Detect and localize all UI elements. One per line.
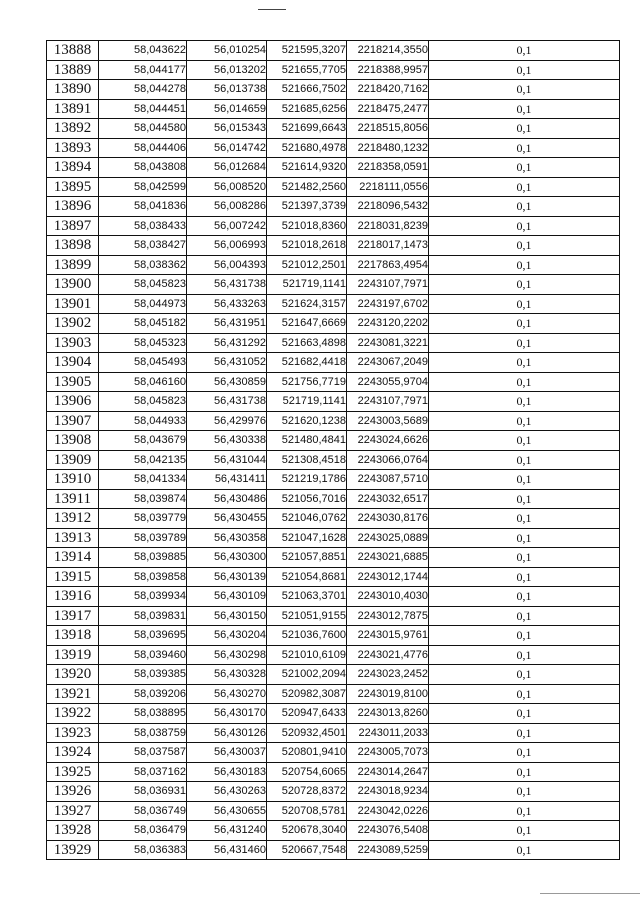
table-row [47,801,620,821]
table-row [47,216,620,236]
latitude-cell: 58,045823 [99,392,187,412]
top-rule [258,9,286,10]
value-cell: 0,1 [429,197,620,217]
longitude-cell: 56,429976 [187,411,267,431]
longitude-cell: 56,431411 [187,470,267,490]
table-row [47,177,620,197]
coordinates-table-page [46,40,620,860]
longitude-cell: 56,430328 [187,665,267,685]
longitude-cell: 56,430183 [187,762,267,782]
x-coordinate-cell: 521047,1628 [267,528,347,548]
longitude-cell: 56,430139 [187,567,267,587]
y-coordinate-cell: 2218111,0556 [347,177,429,197]
point-id: 13890 [47,80,99,100]
x-coordinate-cell: 521655,7705 [267,60,347,80]
value-cell: 0,1 [429,723,620,743]
table-row [47,723,620,743]
latitude-cell: 58,043679 [99,431,187,451]
y-coordinate-cell: 2243081,3221 [347,333,429,353]
table-row [47,567,620,587]
point-id: 13894 [47,158,99,178]
latitude-cell: 58,044278 [99,80,187,100]
point-id: 13895 [47,177,99,197]
latitude-cell: 58,039789 [99,528,187,548]
longitude-cell: 56,431460 [187,840,267,860]
value-cell: 0,1 [429,587,620,607]
table-row [47,411,620,431]
value-cell: 0,1 [429,821,620,841]
latitude-cell: 58,043808 [99,158,187,178]
longitude-cell: 56,013738 [187,80,267,100]
table-row [47,665,620,685]
x-coordinate-cell: 521219,1786 [267,470,347,490]
point-id: 13912 [47,509,99,529]
latitude-cell: 58,036749 [99,801,187,821]
x-coordinate-cell: 521056,7016 [267,489,347,509]
value-cell: 0,1 [429,645,620,665]
y-coordinate-cell: 2243120,2202 [347,314,429,334]
y-coordinate-cell: 2218515,8056 [347,119,429,139]
latitude-cell: 58,039206 [99,684,187,704]
value-cell: 0,1 [429,782,620,802]
y-coordinate-cell: 2218388,9957 [347,60,429,80]
table-row [47,489,620,509]
x-coordinate-cell: 520678,3040 [267,821,347,841]
latitude-cell: 58,046160 [99,372,187,392]
latitude-cell: 58,044406 [99,138,187,158]
longitude-cell: 56,004393 [187,255,267,275]
point-id: 13929 [47,840,99,860]
table-row [47,743,620,763]
point-id: 13903 [47,333,99,353]
x-coordinate-cell: 521620,1238 [267,411,347,431]
point-id: 13911 [47,489,99,509]
y-coordinate-cell: 2218358,0591 [347,158,429,178]
latitude-cell: 58,039885 [99,548,187,568]
point-id: 13907 [47,411,99,431]
x-coordinate-cell: 521397,3739 [267,197,347,217]
longitude-cell: 56,430170 [187,704,267,724]
value-cell: 0,1 [429,177,620,197]
table-row [47,255,620,275]
x-coordinate-cell: 521051,9155 [267,606,347,626]
point-id: 13922 [47,704,99,724]
table-row [47,372,620,392]
longitude-cell: 56,430037 [187,743,267,763]
x-coordinate-cell: 521046,0762 [267,509,347,529]
longitude-cell: 56,008286 [187,197,267,217]
point-id: 13892 [47,119,99,139]
point-id: 13917 [47,606,99,626]
point-id: 13916 [47,587,99,607]
latitude-cell: 58,044973 [99,294,187,314]
table-row [47,236,620,256]
point-id: 13906 [47,392,99,412]
value-cell: 0,1 [429,528,620,548]
table-row [47,158,620,178]
x-coordinate-cell: 520667,7548 [267,840,347,860]
y-coordinate-cell: 2218475,2477 [347,99,429,119]
y-coordinate-cell: 2218017,1473 [347,236,429,256]
point-id: 13926 [47,782,99,802]
latitude-cell: 58,037162 [99,762,187,782]
latitude-cell: 58,039831 [99,606,187,626]
table-row [47,197,620,217]
table-row [47,528,620,548]
longitude-cell: 56,015343 [187,119,267,139]
y-coordinate-cell: 2218480,1232 [347,138,429,158]
y-coordinate-cell: 2243107,7971 [347,275,429,295]
y-coordinate-cell: 2243003,5689 [347,411,429,431]
value-cell: 0,1 [429,743,620,763]
x-coordinate-cell: 521002,2094 [267,665,347,685]
longitude-cell: 56,430486 [187,489,267,509]
longitude-cell: 56,431240 [187,821,267,841]
value-cell: 0,1 [429,567,620,587]
table-row [47,80,620,100]
latitude-cell: 58,036931 [99,782,187,802]
value-cell: 0,1 [429,314,620,334]
longitude-cell: 56,433263 [187,294,267,314]
latitude-cell: 58,039858 [99,567,187,587]
point-id: 13918 [47,626,99,646]
y-coordinate-cell: 2243032,6517 [347,489,429,509]
point-id: 13921 [47,684,99,704]
y-coordinate-cell: 2243089,5259 [347,840,429,860]
x-coordinate-cell: 520801,9410 [267,743,347,763]
longitude-cell: 56,430263 [187,782,267,802]
value-cell: 0,1 [429,548,620,568]
value-cell: 0,1 [429,236,620,256]
longitude-cell: 56,431292 [187,333,267,353]
y-coordinate-cell: 2218031,8239 [347,216,429,236]
longitude-cell: 56,431044 [187,450,267,470]
point-id: 13896 [47,197,99,217]
x-coordinate-cell: 521063,3701 [267,587,347,607]
x-coordinate-cell: 521012,2501 [267,255,347,275]
x-coordinate-cell: 521719,1141 [267,275,347,295]
x-coordinate-cell: 520932,4501 [267,723,347,743]
latitude-cell: 58,039460 [99,645,187,665]
table-row [47,704,620,724]
longitude-cell: 56,430655 [187,801,267,821]
value-cell: 0,1 [429,450,620,470]
table-row [47,684,620,704]
table-row [47,119,620,139]
y-coordinate-cell: 2243018,9234 [347,782,429,802]
y-coordinate-cell: 2243011,2033 [347,723,429,743]
latitude-cell: 58,039934 [99,587,187,607]
longitude-cell: 56,430300 [187,548,267,568]
table-row [47,431,620,451]
latitude-cell: 58,044451 [99,99,187,119]
point-id: 13899 [47,255,99,275]
x-coordinate-cell: 521685,6256 [267,99,347,119]
table-body [47,41,620,860]
y-coordinate-cell: 2243021,4776 [347,645,429,665]
table-row [47,470,620,490]
value-cell: 0,1 [429,626,620,646]
latitude-cell: 58,045823 [99,275,187,295]
y-coordinate-cell: 2243015,9761 [347,626,429,646]
latitude-cell: 58,037587 [99,743,187,763]
value-cell: 0,1 [429,333,620,353]
value-cell: 0,1 [429,41,620,61]
longitude-cell: 56,430109 [187,587,267,607]
value-cell: 0,1 [429,509,620,529]
x-coordinate-cell: 521308,4518 [267,450,347,470]
longitude-cell: 56,430358 [187,528,267,548]
y-coordinate-cell: 2243066,0764 [347,450,429,470]
y-coordinate-cell: 2243010,4030 [347,587,429,607]
y-coordinate-cell: 2243012,7875 [347,606,429,626]
y-coordinate-cell: 2243005,7073 [347,743,429,763]
value-cell: 0,1 [429,158,620,178]
point-id: 13920 [47,665,99,685]
y-coordinate-cell: 2243012,1744 [347,567,429,587]
table-row [47,606,620,626]
bottom-rule [540,893,640,894]
x-coordinate-cell: 521680,4978 [267,138,347,158]
longitude-cell: 56,014659 [187,99,267,119]
longitude-cell: 56,431738 [187,392,267,412]
value-cell: 0,1 [429,99,620,119]
value-cell: 0,1 [429,138,620,158]
x-coordinate-cell: 521756,7719 [267,372,347,392]
table-row [47,392,620,412]
value-cell: 0,1 [429,840,620,860]
table-row [47,275,620,295]
table-row [47,762,620,782]
y-coordinate-cell: 2243197,6702 [347,294,429,314]
x-coordinate-cell: 521624,3157 [267,294,347,314]
y-coordinate-cell: 2218096,5432 [347,197,429,217]
latitude-cell: 58,038433 [99,216,187,236]
latitude-cell: 58,038895 [99,704,187,724]
y-coordinate-cell: 2243021,6885 [347,548,429,568]
point-id: 13927 [47,801,99,821]
latitude-cell: 58,044177 [99,60,187,80]
x-coordinate-cell: 520708,5781 [267,801,347,821]
table-row [47,99,620,119]
value-cell: 0,1 [429,119,620,139]
table-row [47,587,620,607]
x-coordinate-cell: 520982,3087 [267,684,347,704]
point-id: 13910 [47,470,99,490]
value-cell: 0,1 [429,470,620,490]
latitude-cell: 58,039874 [99,489,187,509]
value-cell: 0,1 [429,606,620,626]
value-cell: 0,1 [429,80,620,100]
latitude-cell: 58,045182 [99,314,187,334]
x-coordinate-cell: 521719,1141 [267,392,347,412]
value-cell: 0,1 [429,665,620,685]
table-row [47,138,620,158]
x-coordinate-cell: 521480,4841 [267,431,347,451]
y-coordinate-cell: 2243107,7971 [347,392,429,412]
table-row [47,353,620,373]
point-id: 13915 [47,567,99,587]
latitude-cell: 58,039385 [99,665,187,685]
point-id: 13898 [47,236,99,256]
point-id: 13904 [47,353,99,373]
x-coordinate-cell: 521595,3207 [267,41,347,61]
point-id: 13897 [47,216,99,236]
x-coordinate-cell: 521018,2618 [267,236,347,256]
x-coordinate-cell: 521699,6643 [267,119,347,139]
latitude-cell: 58,045493 [99,353,187,373]
table-row [47,294,620,314]
value-cell: 0,1 [429,372,620,392]
point-id: 13893 [47,138,99,158]
y-coordinate-cell: 2243024,6626 [347,431,429,451]
value-cell: 0,1 [429,294,620,314]
coordinates-table [46,40,620,860]
x-coordinate-cell: 521036,7600 [267,626,347,646]
table-row [47,840,620,860]
value-cell: 0,1 [429,684,620,704]
table-row [47,821,620,841]
point-id: 13925 [47,762,99,782]
x-coordinate-cell: 521647,6669 [267,314,347,334]
point-id: 13891 [47,99,99,119]
value-cell: 0,1 [429,392,620,412]
table-row [47,509,620,529]
latitude-cell: 58,038427 [99,236,187,256]
x-coordinate-cell: 521057,8851 [267,548,347,568]
point-id: 13924 [47,743,99,763]
y-coordinate-cell: 2243023,2452 [347,665,429,685]
y-coordinate-cell: 2243030,8176 [347,509,429,529]
latitude-cell: 58,039695 [99,626,187,646]
point-id: 13909 [47,450,99,470]
value-cell: 0,1 [429,353,620,373]
y-coordinate-cell: 2243055,9704 [347,372,429,392]
point-id: 13905 [47,372,99,392]
longitude-cell: 56,007242 [187,216,267,236]
point-id: 13908 [47,431,99,451]
value-cell: 0,1 [429,216,620,236]
latitude-cell: 58,039779 [99,509,187,529]
value-cell: 0,1 [429,762,620,782]
value-cell: 0,1 [429,60,620,80]
y-coordinate-cell: 2243087,5710 [347,470,429,490]
point-id: 13902 [47,314,99,334]
x-coordinate-cell: 520754,6065 [267,762,347,782]
latitude-cell: 58,043622 [99,41,187,61]
longitude-cell: 56,430270 [187,684,267,704]
x-coordinate-cell: 521614,9320 [267,158,347,178]
x-coordinate-cell: 521010,6109 [267,645,347,665]
table-row [47,782,620,802]
value-cell: 0,1 [429,255,620,275]
longitude-cell: 56,430204 [187,626,267,646]
table-row [47,333,620,353]
x-coordinate-cell: 520947,6433 [267,704,347,724]
longitude-cell: 56,431052 [187,353,267,373]
point-id: 13901 [47,294,99,314]
longitude-cell: 56,430455 [187,509,267,529]
longitude-cell: 56,008520 [187,177,267,197]
value-cell: 0,1 [429,431,620,451]
longitude-cell: 56,014742 [187,138,267,158]
longitude-cell: 56,430150 [187,606,267,626]
value-cell: 0,1 [429,275,620,295]
y-coordinate-cell: 2243014,2647 [347,762,429,782]
longitude-cell: 56,431738 [187,275,267,295]
latitude-cell: 58,042135 [99,450,187,470]
x-coordinate-cell: 521663,4898 [267,333,347,353]
point-id: 13919 [47,645,99,665]
table-row [47,645,620,665]
longitude-cell: 56,012684 [187,158,267,178]
latitude-cell: 58,044580 [99,119,187,139]
longitude-cell: 56,431951 [187,314,267,334]
table-row [47,548,620,568]
longitude-cell: 56,010254 [187,41,267,61]
latitude-cell: 58,038362 [99,255,187,275]
point-id: 13914 [47,548,99,568]
longitude-cell: 56,430859 [187,372,267,392]
point-id: 13928 [47,821,99,841]
y-coordinate-cell: 2243013,8260 [347,704,429,724]
table-row [47,314,620,334]
latitude-cell: 58,036479 [99,821,187,841]
x-coordinate-cell: 520728,8372 [267,782,347,802]
x-coordinate-cell: 521018,8360 [267,216,347,236]
table-row [47,450,620,470]
table-row [47,626,620,646]
longitude-cell: 56,013202 [187,60,267,80]
value-cell: 0,1 [429,704,620,724]
latitude-cell: 58,044933 [99,411,187,431]
table-row [47,41,620,61]
y-coordinate-cell: 2243042,0226 [347,801,429,821]
point-id: 13900 [47,275,99,295]
point-id: 13923 [47,723,99,743]
x-coordinate-cell: 521682,4418 [267,353,347,373]
value-cell: 0,1 [429,411,620,431]
y-coordinate-cell: 2218214,3550 [347,41,429,61]
point-id: 13913 [47,528,99,548]
longitude-cell: 56,430126 [187,723,267,743]
value-cell: 0,1 [429,489,620,509]
latitude-cell: 58,041334 [99,470,187,490]
longitude-cell: 56,430338 [187,431,267,451]
x-coordinate-cell: 521054,8681 [267,567,347,587]
latitude-cell: 58,042599 [99,177,187,197]
y-coordinate-cell: 2243067,2049 [347,353,429,373]
y-coordinate-cell: 2217863,4954 [347,255,429,275]
point-id: 13888 [47,41,99,61]
x-coordinate-cell: 521482,2560 [267,177,347,197]
point-id: 13889 [47,60,99,80]
value-cell: 0,1 [429,801,620,821]
y-coordinate-cell: 2243019,8100 [347,684,429,704]
y-coordinate-cell: 2218420,7162 [347,80,429,100]
longitude-cell: 56,006993 [187,236,267,256]
longitude-cell: 56,430298 [187,645,267,665]
latitude-cell: 58,038759 [99,723,187,743]
latitude-cell: 58,041836 [99,197,187,217]
table-row [47,60,620,80]
latitude-cell: 58,036383 [99,840,187,860]
y-coordinate-cell: 2243025,0889 [347,528,429,548]
y-coordinate-cell: 2243076,5408 [347,821,429,841]
latitude-cell: 58,045323 [99,333,187,353]
x-coordinate-cell: 521666,7502 [267,80,347,100]
